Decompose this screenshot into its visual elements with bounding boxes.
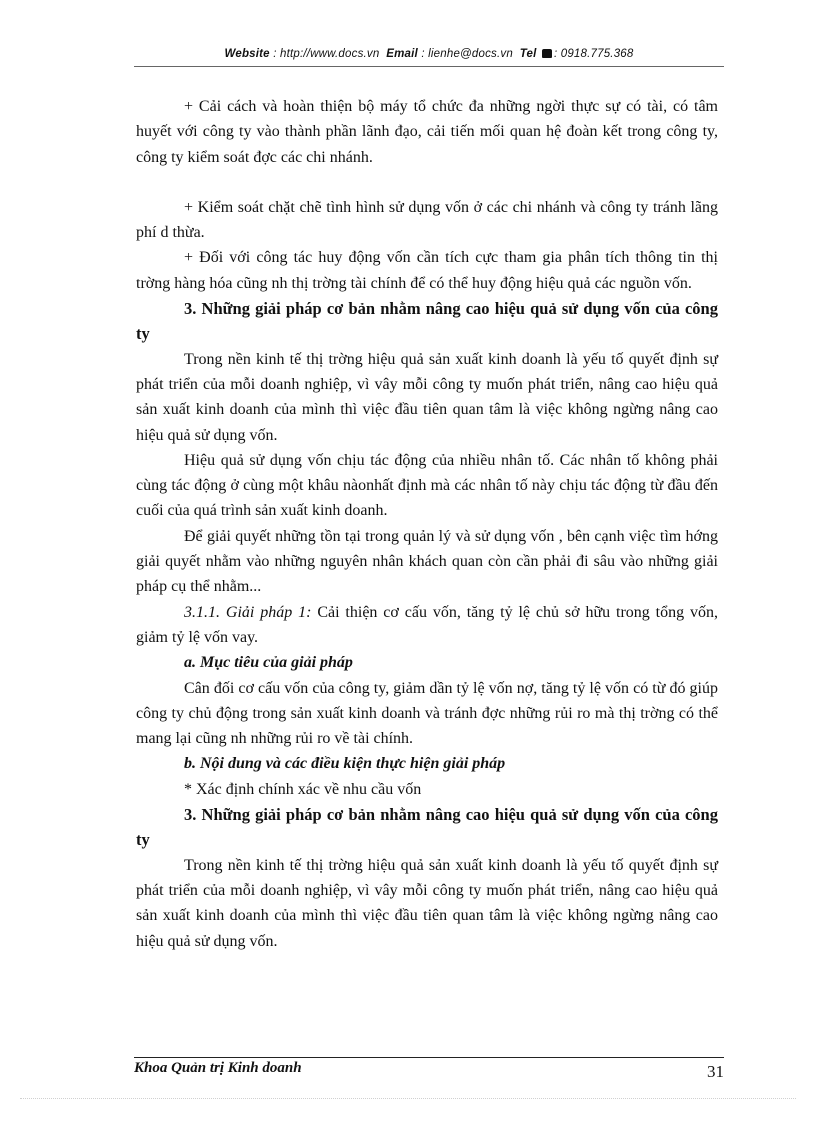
paragraph-3: + Đối với công tác huy động vốn cần tích cực tham gia phân tích thông tin thị trờng hàng hóa cũng nh thị trờng tài chính để có thể huy động hiệu quả các nguồn vốn.: [136, 249, 718, 292]
page-header: [134, 48, 724, 60]
footer-faculty: Khoa Quản trị Kinh doanh: [134, 1060, 302, 1075]
email-label: Email: [386, 48, 418, 60]
tel-value: : 0918.775.368: [553, 48, 634, 60]
paragraph-7: [136, 600, 718, 651]
paragraph-9: * Xác định chính xác về nhu cầu vốn: [184, 780, 422, 798]
paragraph-2: + Kiểm soát chặt chẽ tình hình sử dụng vốn ở các chi nhánh và công ty tránh lãng phí d thừa.: [136, 198, 718, 242]
paragraph-5: Hiệu quả sử dụng vốn chịu tác động của nhiều nhân tố. Các nhân tố không phải cùng tác động ở cùng một khâu nàonhất định mà các nhân tố này chịu tác động từ đầu đến cuối của quá trình sản xuất kinh doanh.: [136, 451, 718, 520]
section-heading-2: 3. Những giải pháp cơ bản nhằm nâng cao hiệu quả sử dụng vốn của công ty: [136, 805, 718, 850]
header-divider: [134, 66, 724, 67]
page-number: 31: [707, 1062, 724, 1081]
paragraph-1: + Cải cách và hoàn thiện bộ máy tổ chức đa những ngời thực sự có tài, có tâm huyết với công ty vào thành phần lãnh đạo, cải tiến mối quan hệ đoàn kết trong công ty, công ty kiểm soát đợc các chi nhánh.: [136, 98, 718, 166]
paragraph-10: Trong nền kinh tế thị trờng hiệu quả sản xuất kinh doanh là yếu tố quyết định sự phát triển của mỗi doanh nghiệp, vì vây mỗi công ty muốn phát triển, nâng cao hiệu quả sản xuất kinh doanh của mình thì việc đầu tiên quan tâm là việc không ngừng nâng cao hiệu quả sử dụng vốn.: [136, 856, 718, 950]
section-heading-1: 3. Những giải pháp cơ bản nhằm nâng cao hiệu quả sử dụng vốn của công ty: [136, 299, 718, 344]
paragraph-4: Trong nền kinh tế thị trờng hiệu quả sản xuất kinh doanh là yếu tố quyết định sự phát triển của mỗi doanh nghiệp, vì vây mỗi công ty muốn phát triển, nâng cao hiệu quả sản xuất kinh doanh của mình thì việc đầu tiên quan tâm là việc không ngừng nâng cao hiệu quả sử dụng vốn.: [136, 350, 718, 444]
tel-label: Tel: [519, 48, 537, 60]
paragraph-8: Cân đối cơ cấu vốn của công ty, giảm dần tỷ lệ vốn nợ, tăng tỷ lệ vốn có từ đó giúp công ty chủ động trong sản xuất kinh doanh và tránh đợc những rủi ro mà thị trờng có thể mang lại cũng nh những rủi ro về tài chính.: [136, 679, 718, 748]
footer-divider: [134, 1057, 724, 1058]
website-label: Website: [224, 48, 270, 60]
document-body: [136, 94, 718, 954]
subheading-a: a. Mục tiêu của giải pháp: [184, 654, 353, 672]
solution-label: 3.1.1. Giải pháp 1:: [184, 603, 312, 621]
email-value: : lienhe@docs.vn: [421, 48, 513, 60]
paragraph-6: Để giải quyết những tồn tại trong quản lý và sử dụng vốn , bên cạnh việc tìm hớng giải quyết nhằm vào những nguyên nhân khách quan còn cần phải đi sâu vào những giải pháp cụ thể nhằm...: [136, 527, 718, 596]
phone-icon: [542, 49, 552, 58]
solution-text: Cải thiện cơ cấu vốn, tăng tỷ lệ chủ sở hữu trong tổng vốn, giảm tỷ lệ vốn vay.: [136, 603, 718, 646]
bottom-dotted-border: [20, 1098, 796, 1099]
subheading-b: b. Nội dung và các điều kiện thực hiện giải pháp: [184, 755, 506, 773]
website-value: : http://www.docs.vn: [273, 48, 380, 60]
